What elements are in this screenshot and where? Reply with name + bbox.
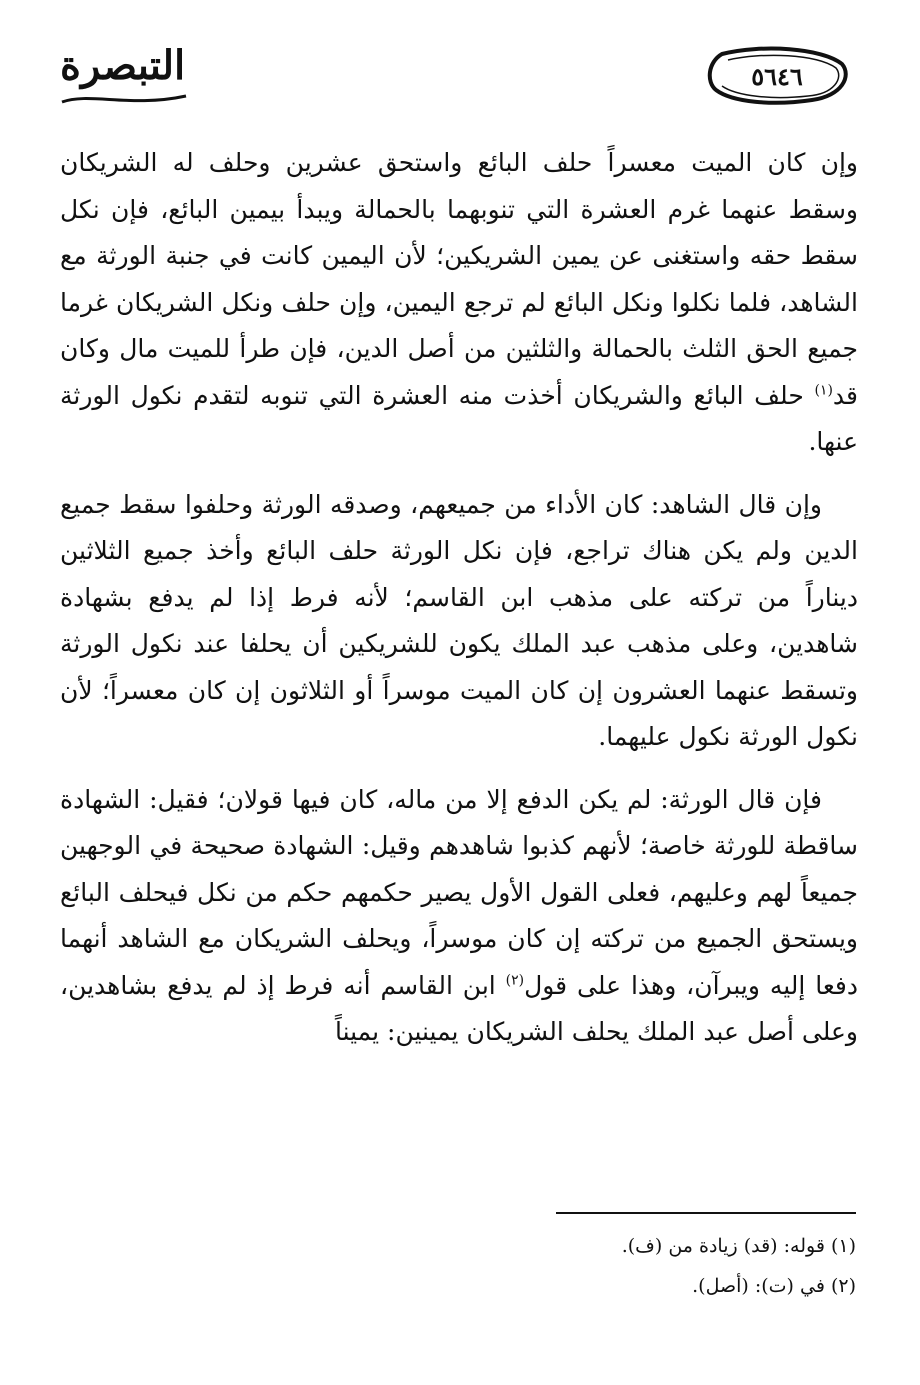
footnote-ref[interactable]: (٢) xyxy=(505,972,525,989)
page-header xyxy=(60,42,860,112)
paragraph: وإن قال الشاهد: كان الأداء من جميعهم، وصدقه الورثة وحلفوا سقط جميع الدين ولم يكن هناك تراجع، فإن نكل الورثة حلف البائع وأخذ جميع الثلاثين ديناراً من تركته على مذهب ابن القاسم؛ لأنه فرط إذا لم يدفع بشهادة شاهدين، وعلى مذهب عبد الملك يكون للشريكين أن يحلفا عند نكول الورثة وتسقط عنهما العشرون إن كان الميت موسراً أو الثلاثون إن كان معسراً؛ لأن نكول الورثة نكول عليهما. xyxy=(60,489,858,751)
title-ornament-icon xyxy=(60,90,188,108)
footnote-divider xyxy=(556,1212,856,1214)
paragraph xyxy=(60,777,858,1056)
footnote: (٢) في (ت): (أصل). xyxy=(692,1275,856,1297)
main-text xyxy=(60,140,858,1056)
footnote-ref[interactable]: (١) xyxy=(814,382,833,399)
book-title: التبصرة xyxy=(60,42,186,89)
footnotes xyxy=(66,1226,856,1306)
paragraph-text: حلف البائع والشريكان أخذت منه العشرة التي تنوبه لتقدم نكول الورثة عنها. xyxy=(60,380,858,456)
paragraph-text: وإن كان الميت معسراً حلف البائع واستحق عشرين وحلف له الشريكان وسقط عنهما غرم العشرة التي تنوبهما بالحمالة ويبدأ بيمين البائع، فإن نكل سقط حقه واستغنى عن يمين الشريكين؛ لأن اليمين كانت في جنبة الورثة مع الشاهد، فلما نكلوا ونكل البائع لم ترجع اليمين، وإن حلف ونكل الشريكان غرما جميع الحق الثلث بالحمالة والثلثين من أصل الدين، فإن طرأ للميت مال وكان قد xyxy=(60,148,858,410)
paragraph-text: فإن قال الورثة: لم يكن الدفع إلا من ماله، كان فيها قولان؛ فقيل: الشهادة ساقطة للورثة خاصة؛ لأنهم كذبوا شاهدهم وقيل: الشهادة صحيحة في الوجهين جميعاً لهم وعليهم، فعلى القول الأول يصير حكمهم حكم من نكل فيحلف البائع ويستحق الجميع من تركته إن كان موسراً، ويحلف الشريكان مع الشاهد أنهما دفعا إليه ويبرآن، وهذا على قول xyxy=(60,784,858,1000)
page-number: ٥٦٤٦ xyxy=(751,61,803,91)
paragraph xyxy=(60,140,858,466)
footnote: (١) قوله: (قد) زيادة من (ف). xyxy=(621,1235,856,1257)
paragraph-text: ابن القاسم أنه فرط إذ لم يدفع بشاهدين، وعلى أصل عبد الملك يحلف الشريكان يمينين: يميناً xyxy=(60,970,858,1046)
